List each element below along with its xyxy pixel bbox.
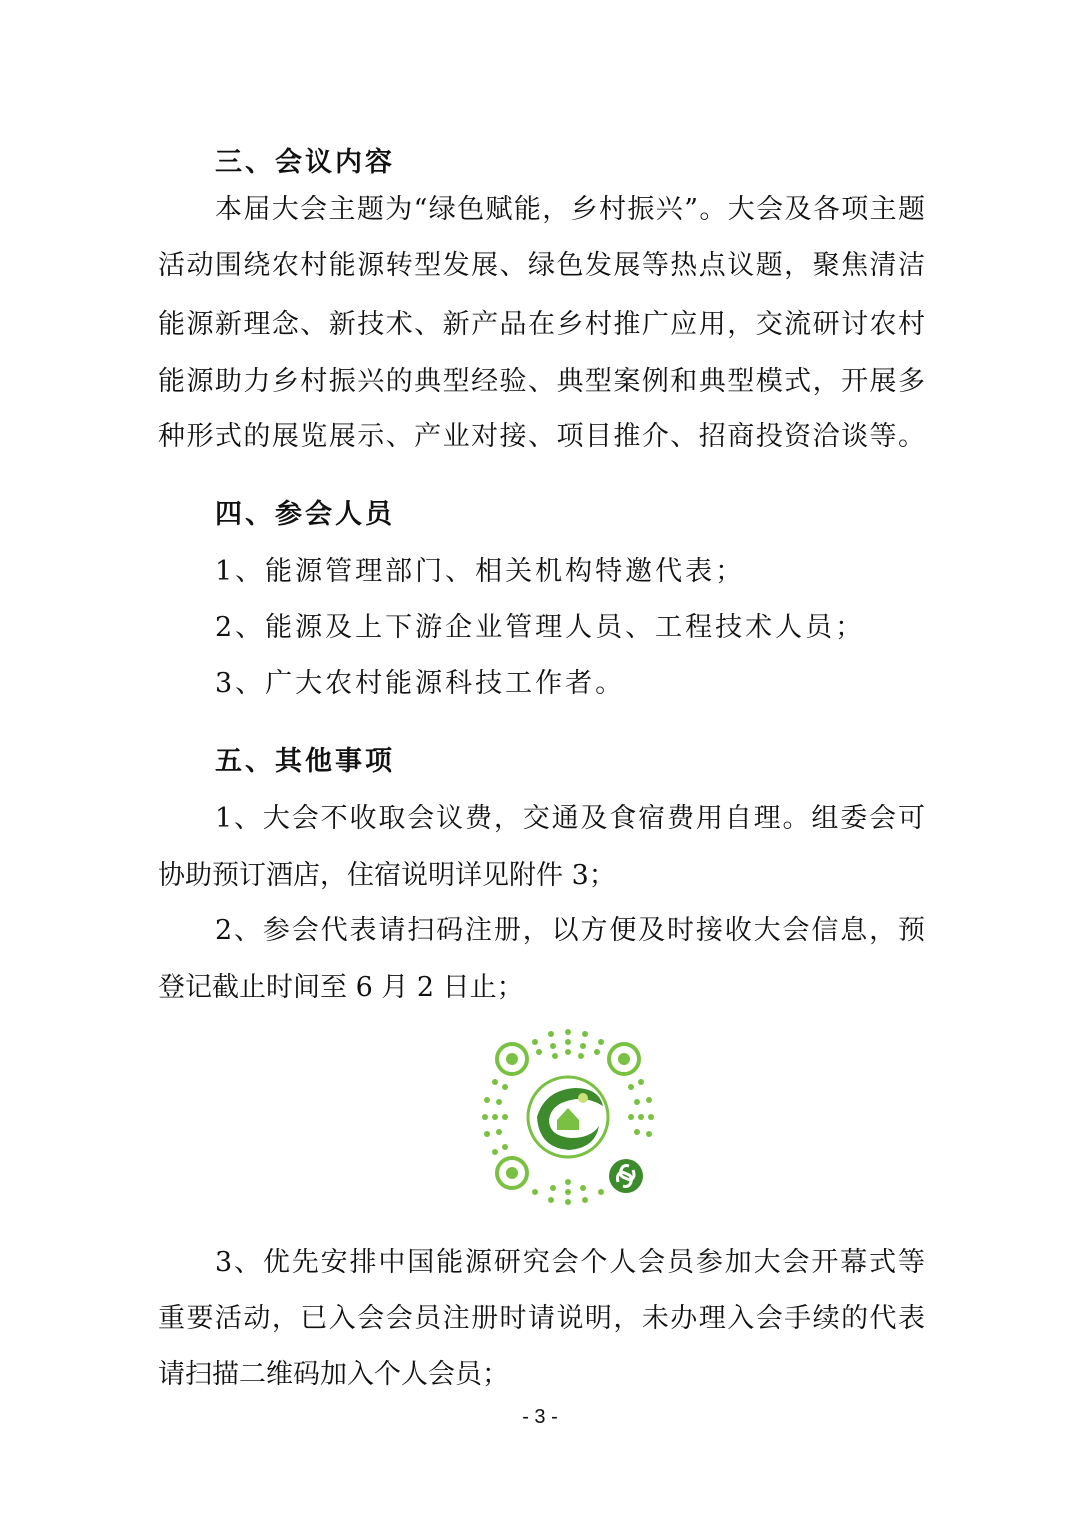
section-4-item-2: 2、能源及上下游企业管理人员、工程技术人员；: [215, 612, 866, 643]
section-3-line-5: 种形式的展览展示、产业对接、项目推介、招商投资洽谈等。: [158, 421, 925, 452]
section-3-line-2: 活动围绕农村能源转型发展、绿色发展等热点议题，聚焦清洁: [158, 250, 925, 281]
section-3-line-3: 能源新理念、新技术、新产品在乡村推广应用，交流研讨农村: [158, 309, 925, 340]
mini-program-code-icon: [475, 1022, 661, 1212]
page-number: - 3 -: [522, 1406, 558, 1428]
section-4-item-1: 1、能源管理部门、相关机构特邀代表；: [215, 556, 746, 587]
section-5-item-3-line-3: 请扫描二维码加入个人会员；: [158, 1359, 509, 1390]
section-3-line-4: 能源助力乡村振兴的典型经验、典型案例和典型模式，开展多: [158, 366, 925, 397]
section-5-item-3-line-2: 重要活动，已入会会员注册时请说明，未办理入会手续的代表: [158, 1303, 925, 1334]
section-5-item-2-line-1: 2、参会代表请扫码注册，以方便及时接收大会信息，预: [215, 915, 925, 946]
section-5-item-1-line-1: 1、大会不收取会议费，交通及食宿费用自理。组委会可: [215, 803, 925, 834]
section-5-item-2-line-2: 登记截止时间至 6 月 2 日止；: [158, 972, 524, 1003]
section-5-item-1-line-2: 协助预订酒店，住宿说明详见附件 3；: [158, 860, 616, 891]
section-4-heading: 四、参会人员: [215, 499, 395, 530]
section-5-heading: 五、其他事项: [215, 746, 395, 777]
section-3-line-1: 本届大会主题为“绿色赋能，乡村振兴”。大会及各项主题: [215, 194, 925, 225]
section-4-item-3: 3、广大农村能源科技工作者。: [215, 668, 626, 699]
section-5-item-3-line-1: 3、优先安排中国能源研究会个人会员参加大会开幕式等: [215, 1247, 925, 1278]
section-3-heading: 三、会议内容: [215, 147, 395, 178]
